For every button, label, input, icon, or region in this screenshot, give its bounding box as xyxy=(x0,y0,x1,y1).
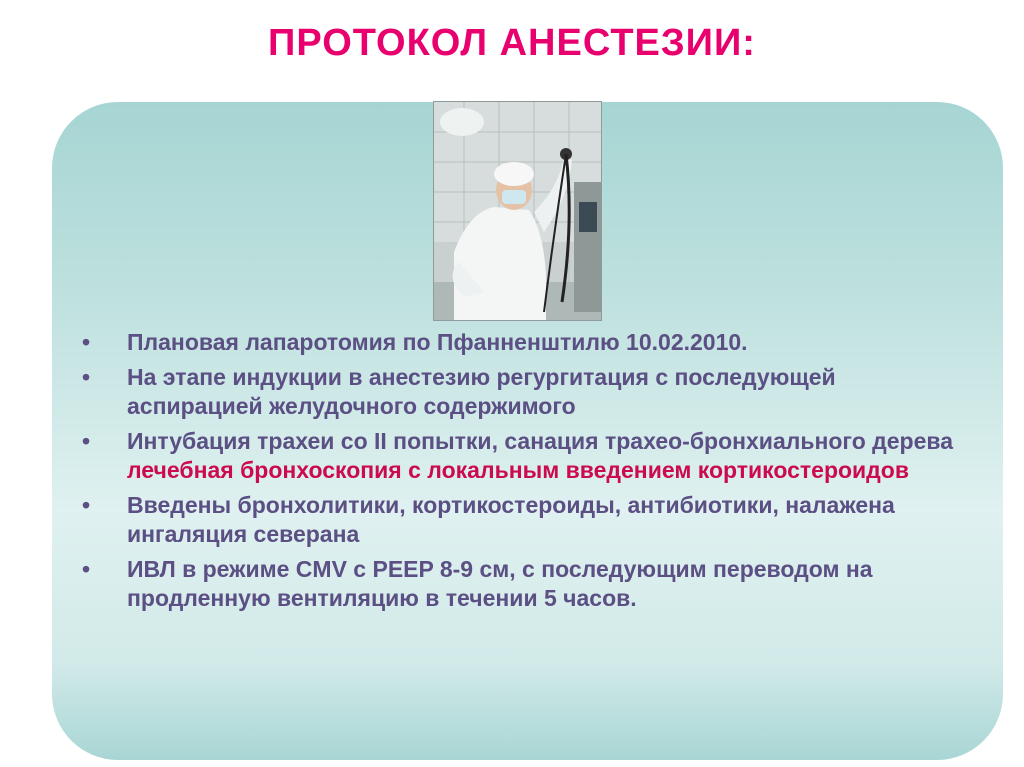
list-item xyxy=(82,363,962,421)
list-item xyxy=(82,427,962,485)
bullet-text: ИВЛ в режиме CMV с PEEP 8-9 см, с последующим переводом на продленную вентиляцию в течении 5 часов. xyxy=(127,556,873,611)
list-item xyxy=(82,555,962,613)
bullet-symbol: • xyxy=(82,492,91,518)
bullet-text: Интубация трахеи со II попытки, санация трахео-бронхиального дерева xyxy=(127,428,954,454)
doctor-photo xyxy=(433,101,602,321)
bullet-text: На этапе индукции в анестезию регургитация с последующей аспирацией желудочного содержимого xyxy=(127,364,836,419)
slide-title: ПРОТОКОЛ АНЕСТЕЗИИ: xyxy=(268,22,756,64)
bullet-symbol: • xyxy=(82,329,91,355)
bullet-text: Плановая лапаротомия по Пфанненштилю 10.02.2010. xyxy=(127,329,748,355)
list-item xyxy=(82,328,962,357)
bullet-symbol: • xyxy=(82,364,91,390)
list-item xyxy=(82,491,962,549)
bullet-symbol: • xyxy=(82,428,91,454)
bullet-text: Введены бронхолитики, кортикостероиды, антибиотики, налажена ингаляция северана xyxy=(127,492,895,547)
bullet-list xyxy=(82,328,962,619)
bullet-highlight-text: лечебная бронхоскопия с локальным введением кортикостероидов xyxy=(127,457,909,483)
photo-doctor-bronchoscope-icon xyxy=(434,102,601,320)
bullet-symbol: • xyxy=(82,556,91,582)
